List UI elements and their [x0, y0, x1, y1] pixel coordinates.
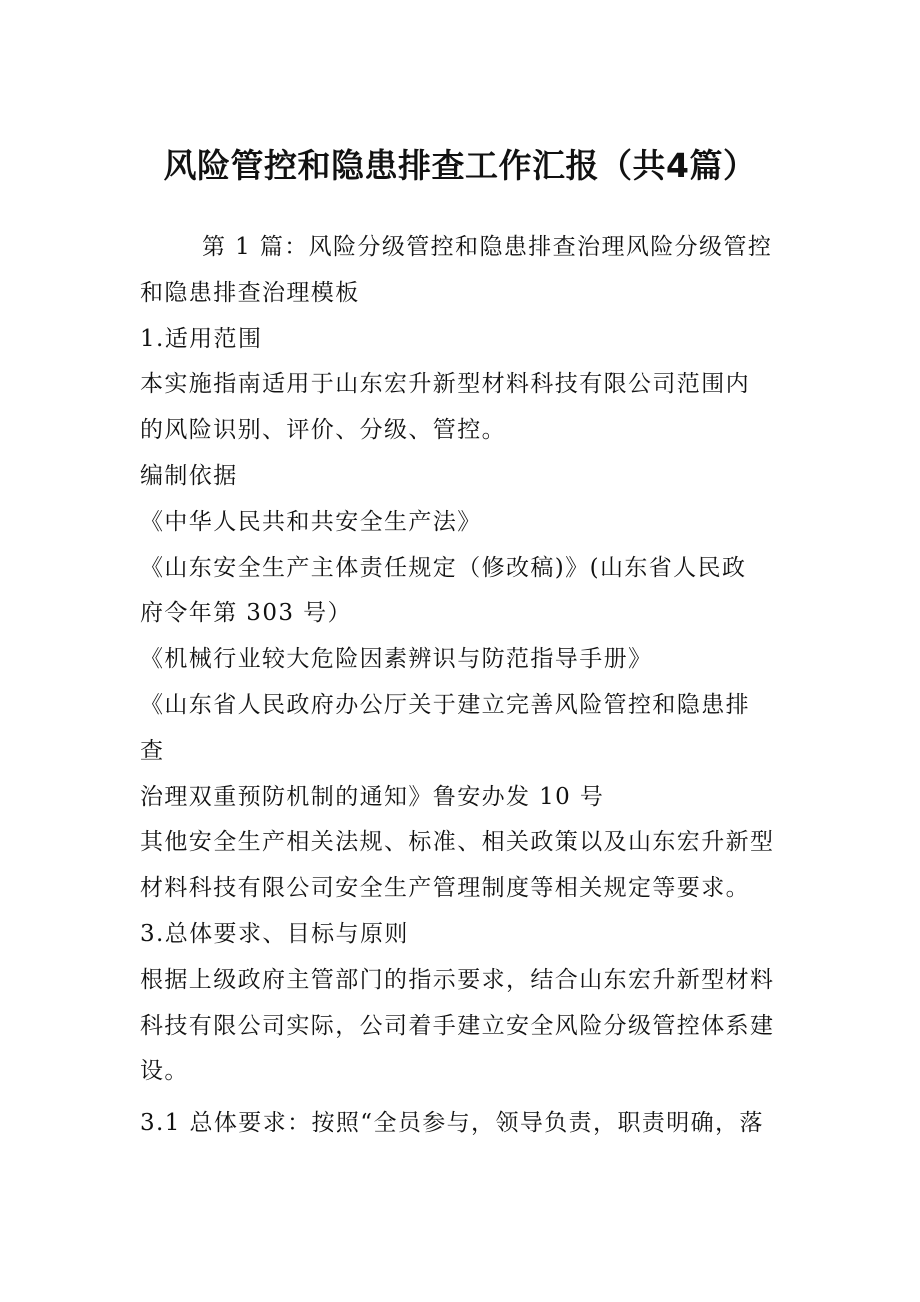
- paragraph-line: 第 1 篇：风险分级管控和隐患排查治理风险分级管控: [202, 234, 773, 260]
- section-heading: 编制依据: [140, 462, 238, 489]
- paragraph-line: 3.1 总体要求：按照“全员参与，领导负责，职责明确，落: [140, 1110, 764, 1137]
- reference-line: 《山东安全生产主体责任规定（修改稿)》(山东省人民政: [140, 554, 747, 581]
- reference-line: 府令年第 303 号）: [140, 600, 352, 627]
- reference-line: 《山东省人民政府办公厅关于建立完善风险管控和隐患排: [140, 691, 750, 718]
- document-title: 风险管控和隐患排查工作汇报（共4篇）: [163, 146, 757, 185]
- paragraph-line: 其他安全生产相关法规、标准、相关政策以及山东宏升新型: [140, 829, 775, 856]
- paragraph-line: 设。: [140, 1058, 189, 1085]
- reference-line: 《中华人民共和共安全生产法》: [140, 508, 482, 535]
- section-heading: 3.总体要求、目标与原则: [140, 920, 409, 947]
- paragraph-line: 根据上级政府主管部门的指示要求，结合山东宏升新型材料: [140, 966, 775, 993]
- paragraph-line: 科技有限公司实际，公司着手建立安全风险分级管控体系建: [140, 1012, 775, 1039]
- paragraph-line: 材料科技有限公司安全生产管理制度等相关规定等要求。: [140, 875, 750, 902]
- reference-line: 治理双重预防机制的通知》鲁安办发 10 号: [140, 783, 605, 810]
- document-body: [140, 225, 785, 1147]
- section-heading: 1.适用范围: [140, 325, 263, 352]
- paragraph-line: 本实施指南适用于山东宏升新型材料科技有限公司范围内: [140, 371, 750, 398]
- paragraph-line: 和隐患排查治理模板: [140, 279, 360, 306]
- reference-line: 《机械行业较大危险因素辨识与防范指导手册》: [140, 646, 653, 673]
- reference-line: 查: [140, 737, 165, 764]
- paragraph-line: 的风险识别、评价、分级、管控。: [140, 417, 506, 444]
